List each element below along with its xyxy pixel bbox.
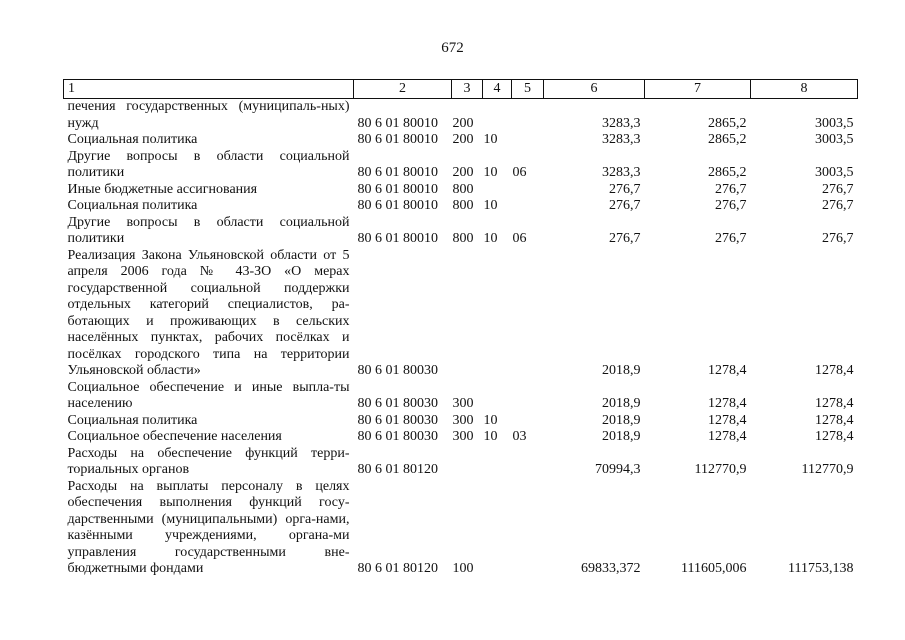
- row-col-5: [512, 446, 544, 479]
- row-amount-6-text: 3283,3: [602, 115, 641, 131]
- row-amount-7-text: 2865,2: [708, 165, 747, 180]
- row-col-4-text: 10: [483, 231, 498, 246]
- row-description-text: Социальная политика: [67, 412, 198, 428]
- row-col-3-text: [452, 363, 453, 378]
- row-col-4-text: [483, 561, 484, 576]
- row-description: [64, 132, 354, 149]
- row-amount-7: [645, 132, 751, 149]
- table-row: [64, 99, 858, 133]
- row-col-5-text: [512, 363, 513, 378]
- row-col-4: [483, 413, 512, 430]
- row-amount-6-text: 69833,372: [581, 561, 641, 576]
- row-col-5-text: [512, 396, 513, 411]
- row-amount-7-text: 111605,006: [681, 561, 747, 576]
- row-col-4: [483, 380, 512, 413]
- row-amount-6: [544, 429, 645, 446]
- row-amount-8: [751, 248, 858, 380]
- row-amount-8-text: 1278,4: [815, 412, 854, 428]
- row-amount-6-text: 2018,9: [602, 412, 641, 428]
- row-col-3-text: 200: [452, 165, 474, 180]
- row-description: [64, 99, 354, 133]
- row-amount-7-text: 1278,4: [708, 412, 747, 428]
- row-amount-6: [544, 198, 645, 215]
- row-amount-8: [751, 99, 858, 133]
- row-amount-6-text: 70994,3: [595, 462, 641, 477]
- row-amount-8: [751, 182, 858, 199]
- row-col-4-text: 10: [483, 132, 498, 147]
- col-header-1: 1: [64, 80, 354, 99]
- row-amount-6-text: 276,7: [609, 181, 641, 197]
- row-amount-8: [751, 215, 858, 248]
- row-col-4-text: [483, 462, 484, 477]
- row-col-4-text: 10: [483, 412, 498, 428]
- row-amount-6: [544, 446, 645, 479]
- row-col-3: [452, 413, 483, 430]
- col-header-8: 8: [751, 80, 858, 99]
- row-description-text: печения государственных (муниципаль-ных) нужд: [67, 99, 350, 131]
- row-col-3-text: 800: [452, 181, 474, 197]
- row-code-text: 80 6 01 80010: [357, 115, 438, 131]
- row-amount-7: [645, 215, 751, 248]
- row-amount-8: [751, 446, 858, 479]
- table-row: [64, 132, 858, 149]
- row-amount-6: [544, 479, 645, 578]
- budget-table: [63, 79, 858, 578]
- col-header-5: 5: [512, 80, 544, 99]
- row-col-3-text: [452, 462, 453, 477]
- row-col-4: [483, 182, 512, 199]
- row-code-text: 80 6 01 80030: [357, 429, 438, 444]
- row-description: [64, 380, 354, 413]
- row-col-4: [483, 99, 512, 133]
- col-header-3: 3: [452, 80, 483, 99]
- row-description: [64, 413, 354, 430]
- col-header-4: 4: [483, 80, 512, 99]
- table-row: [64, 429, 858, 446]
- row-amount-7: [645, 198, 751, 215]
- row-amount-6: [544, 182, 645, 199]
- row-amount-8-text: 3003,5: [815, 132, 854, 147]
- row-description-text: Другие вопросы в области социальной политики: [67, 214, 350, 246]
- col-header-6: 6: [544, 80, 645, 99]
- row-amount-6: [544, 215, 645, 248]
- col-header-7: 7: [645, 80, 751, 99]
- row-col-5-text: 06: [512, 165, 527, 180]
- row-amount-7: [645, 413, 751, 430]
- row-col-4: [483, 479, 512, 578]
- row-col-5-text: [512, 561, 513, 576]
- table-row: [64, 248, 858, 380]
- row-description: [64, 149, 354, 182]
- row-col-5-text: [512, 462, 513, 477]
- row-amount-8-text: 111753,138: [788, 561, 854, 576]
- row-col-5: [512, 429, 544, 446]
- row-amount-8: [751, 413, 858, 430]
- row-code: [354, 413, 452, 430]
- row-amount-7-text: 276,7: [715, 181, 747, 197]
- row-amount-6: [544, 99, 645, 133]
- table-row: [64, 413, 858, 430]
- row-code-text: 80 6 01 80120: [357, 462, 438, 477]
- row-code-text: 80 6 01 80010: [357, 231, 438, 246]
- row-amount-6-text: 276,7: [609, 198, 641, 213]
- row-amount-8-text: 276,7: [822, 231, 854, 246]
- row-col-5: [512, 198, 544, 215]
- row-amount-8: [751, 198, 858, 215]
- row-col-3: [452, 429, 483, 446]
- row-description-text: Социальное обеспечение населения: [67, 429, 282, 444]
- row-amount-8-text: 1278,4: [815, 429, 854, 444]
- row-amount-8-text: 3003,5: [815, 165, 854, 180]
- page-number: 672: [441, 40, 464, 56]
- row-col-3: [452, 132, 483, 149]
- row-amount-6-text: 2018,9: [602, 429, 641, 444]
- row-amount-7-text: 2865,2: [708, 132, 747, 147]
- row-col-4-text: 10: [483, 429, 498, 444]
- row-amount-7: [645, 99, 751, 133]
- row-description: [64, 446, 354, 479]
- row-col-3-text: 200: [452, 132, 474, 147]
- table-row: [64, 182, 858, 199]
- row-code-text: 80 6 01 80010: [357, 132, 438, 147]
- table-body: [64, 99, 858, 578]
- row-col-5: [512, 182, 544, 199]
- row-col-4-text: [483, 363, 484, 378]
- row-description: [64, 479, 354, 578]
- row-col-3: [452, 182, 483, 199]
- row-code: [354, 99, 452, 133]
- row-code: [354, 149, 452, 182]
- row-amount-7: [645, 429, 751, 446]
- row-amount-7-text: 1278,4: [708, 363, 747, 378]
- row-col-3: [452, 99, 483, 133]
- row-col-3: [452, 446, 483, 479]
- row-col-5-text: [512, 198, 513, 213]
- row-amount-6: [544, 132, 645, 149]
- row-description-text: Реализация Закона Ульяновской области от 5 апреля 2006 года № 43-ЗО «О мерах государственной социальной поддержки отдельных категорий специалистов, ра-ботающих и проживающих в сельских населённых пунктах, рабочих посёлках и посёлках городского типа на территории Ульяновской области»: [67, 247, 350, 378]
- row-amount-7: [645, 248, 751, 380]
- row-col-3: [452, 380, 483, 413]
- table-row: [64, 380, 858, 413]
- row-amount-7-text: 276,7: [715, 198, 747, 213]
- row-col-3: [452, 215, 483, 248]
- row-col-5: [512, 479, 544, 578]
- row-amount-7-text: 1278,4: [708, 429, 747, 444]
- row-col-3-text: 300: [452, 429, 474, 444]
- row-amount-7: [645, 182, 751, 199]
- row-amount-7: [645, 380, 751, 413]
- row-description-text: Расходы на обеспечение функций терри-ториальных органов: [67, 445, 350, 477]
- row-col-4: [483, 446, 512, 479]
- row-amount-6: [544, 248, 645, 380]
- row-amount-8-text: 112770,9: [801, 462, 854, 477]
- row-col-3-text: 800: [452, 198, 474, 213]
- row-amount-8-text: 276,7: [822, 198, 854, 213]
- row-col-4: [483, 215, 512, 248]
- row-col-5: [512, 248, 544, 380]
- row-description-text: Расходы на выплаты персоналу в целях обеспечения выполнения функций госу-дарственными (муниципальными) орга-нами, казёнными учреждениями, органа-ми управления государственными вне-бюджетными фондами: [67, 478, 350, 576]
- table-row: [64, 149, 858, 182]
- row-amount-8: [751, 149, 858, 182]
- row-amount-8: [751, 429, 858, 446]
- col-header-2: 2: [354, 80, 452, 99]
- row-amount-7-text: 276,7: [715, 231, 747, 246]
- row-description-text: Социальная политика: [67, 198, 198, 213]
- row-code: [354, 198, 452, 215]
- row-col-3-text: 300: [452, 396, 474, 411]
- row-code-text: 80 6 01 80030: [357, 363, 438, 378]
- row-col-4: [483, 149, 512, 182]
- row-code: [354, 446, 452, 479]
- row-description: [64, 182, 354, 199]
- row-code-text: 80 6 01 80030: [357, 412, 438, 428]
- row-col-5-text: [512, 116, 513, 131]
- row-col-5-text: 06: [512, 231, 527, 246]
- row-amount-6-text: 2018,9: [602, 396, 641, 411]
- row-col-4: [483, 198, 512, 215]
- row-amount-6-text: 3283,3: [602, 132, 641, 147]
- row-col-3: [452, 248, 483, 380]
- row-code: [354, 479, 452, 578]
- row-amount-7-text: 1278,4: [708, 396, 747, 411]
- row-amount-8: [751, 132, 858, 149]
- row-col-5: [512, 215, 544, 248]
- row-amount-8-text: 1278,4: [815, 363, 854, 378]
- row-col-5-text: [512, 132, 513, 147]
- row-code: [354, 182, 452, 199]
- row-amount-8: [751, 479, 858, 578]
- row-amount-6: [544, 149, 645, 182]
- row-col-4-text: [483, 116, 484, 131]
- row-col-5: [512, 149, 544, 182]
- table-row: [64, 479, 858, 578]
- row-code-text: 80 6 01 80010: [357, 165, 438, 180]
- row-col-4-text: 10: [483, 165, 498, 180]
- row-col-3-text: 800: [452, 231, 474, 246]
- row-col-4-text: [483, 182, 484, 197]
- row-col-5: [512, 99, 544, 133]
- row-code-text: 80 6 01 80120: [357, 561, 438, 576]
- row-col-3: [452, 479, 483, 578]
- row-description: [64, 429, 354, 446]
- row-col-5-text: [512, 413, 513, 428]
- row-amount-8-text: 276,7: [822, 181, 854, 197]
- row-col-4: [483, 248, 512, 380]
- row-col-5-text: 03: [512, 429, 527, 444]
- row-description: [64, 198, 354, 215]
- row-col-5: [512, 413, 544, 430]
- row-amount-6: [544, 380, 645, 413]
- row-amount-8-text: 1278,4: [815, 396, 854, 411]
- row-col-4-text: [483, 396, 484, 411]
- row-amount-6-text: 276,7: [609, 231, 641, 246]
- table-row: [64, 446, 858, 479]
- table-row: [64, 215, 858, 248]
- row-description: [64, 248, 354, 380]
- row-col-3: [452, 198, 483, 215]
- row-col-5: [512, 380, 544, 413]
- row-amount-7: [645, 149, 751, 182]
- row-description: [64, 215, 354, 248]
- row-col-3-text: 100: [452, 561, 474, 576]
- row-description-text: Социальное обеспечение и иные выпла-ты населению: [67, 379, 350, 411]
- row-col-4: [483, 429, 512, 446]
- row-description-text: Социальная политика: [67, 132, 198, 147]
- row-col-4: [483, 132, 512, 149]
- row-amount-7-text: 112770,9: [694, 462, 747, 477]
- row-code: [354, 215, 452, 248]
- row-code: [354, 132, 452, 149]
- row-amount-6-text: 3283,3: [602, 165, 641, 180]
- row-code-text: 80 6 01 80010: [357, 181, 438, 197]
- row-col-3: [452, 149, 483, 182]
- row-col-4-text: 10: [483, 198, 498, 213]
- table-row: [64, 198, 858, 215]
- row-description-text: Другие вопросы в области социальной политики: [67, 148, 350, 180]
- row-code-text: 80 6 01 80030: [357, 396, 438, 411]
- row-amount-6: [544, 413, 645, 430]
- row-col-3-text: 300: [452, 412, 474, 428]
- row-amount-8-text: 3003,5: [815, 115, 854, 131]
- row-code: [354, 248, 452, 380]
- row-col-5: [512, 132, 544, 149]
- row-code: [354, 380, 452, 413]
- row-amount-8: [751, 380, 858, 413]
- header-row: [64, 80, 858, 99]
- row-description-text: Иные бюджетные ассигнования: [67, 181, 258, 197]
- row-code: [354, 429, 452, 446]
- row-code-text: 80 6 01 80010: [357, 198, 438, 213]
- row-amount-6-text: 2018,9: [602, 363, 641, 378]
- row-amount-7: [645, 479, 751, 578]
- row-amount-7-text: 2865,2: [708, 115, 747, 131]
- row-col-3-text: 200: [452, 115, 474, 131]
- row-amount-7: [645, 446, 751, 479]
- row-col-5-text: [512, 182, 513, 197]
